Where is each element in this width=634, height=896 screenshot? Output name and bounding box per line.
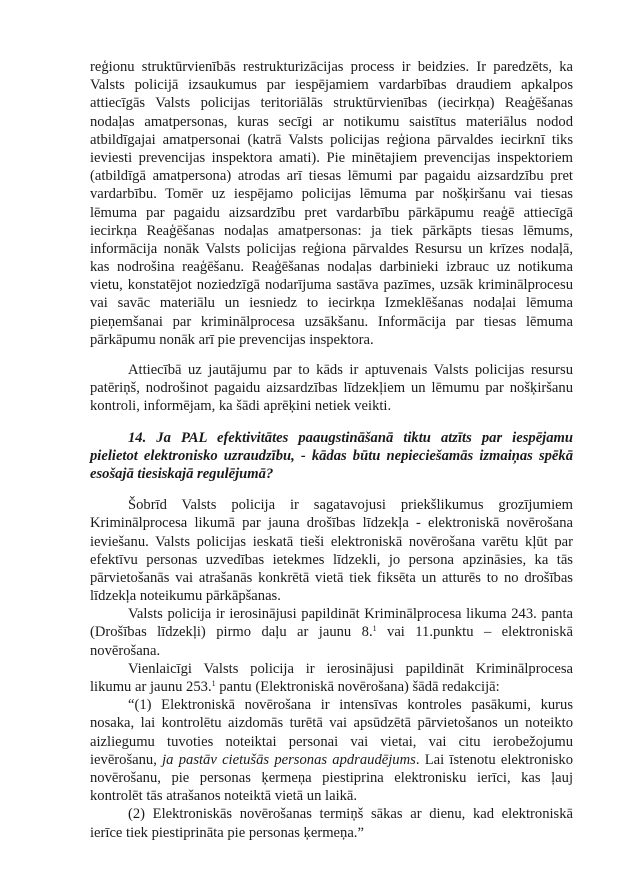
text-line: vardarbību. Tomēr uz iespējamo policijas lēmuma par nošķiršanu vai tiesas bbox=[90, 186, 573, 203]
document-body bbox=[90, 58, 573, 842]
paragraph-article-253 bbox=[90, 660, 573, 696]
text-fragment: (Drošības līdzekļi) pirmo daļu ar jaunu 8. bbox=[90, 624, 373, 641]
heading-line: esošajā tiesiskajā regulējumā? bbox=[90, 465, 274, 482]
paragraph-article-243 bbox=[90, 605, 573, 660]
text-line: ieviesti prevencijas inspektora amati). Pie minētajiem prevencijas inspektoriem bbox=[90, 149, 573, 166]
text-line: Valsts policija ir ierosinājusi papildināt Kriminālprocesa likuma 243. panta bbox=[128, 606, 573, 623]
text-line: nodaļas amatpersonas, kuras secīgi ar notikumu saistītus materiālus nodod bbox=[90, 113, 573, 130]
text-line: aizliegumu tuvoties noteiktai personai vai vietai, vai citu ierobežojumu bbox=[90, 733, 573, 750]
text-line: Kriminālprocesa likumā par jauna drošības līdzekļa - elektroniskā novērošana bbox=[90, 515, 573, 532]
text-line: attiecīgās Valsts policijas teritoriālās struktūrvienības (iecirkņa) Reaģēšanas bbox=[90, 95, 573, 112]
paragraph-electronic-monitoring-proposal bbox=[90, 496, 573, 605]
text-line: reģionu struktūrvienībās restrukturizācijas process ir beidzies. Ir paredzēts, ka bbox=[90, 59, 573, 75]
text-line bbox=[90, 678, 573, 696]
paragraph-spacer bbox=[90, 416, 573, 429]
text-line: ierīce tiek piestiprināta pie personas ķermeņa.” bbox=[90, 824, 364, 841]
text-line: Attiecībā uz jautājumu par to kāds ir aptuvenais Valsts policijas resursu bbox=[128, 362, 573, 378]
text-line: nosaka, lai kontrolētu aizdomās turētā vai apsūdzētā pārvietošanos un noteikto bbox=[90, 715, 573, 732]
paragraph-resource-consumption bbox=[90, 361, 573, 416]
text-line: kas nodrošina reaģēšanu. Reaģēšanas nodaļas darbinieki izbrauc uz notikuma bbox=[90, 259, 573, 276]
italic-emphasis: ja pastāv cietušās personas apdraudējums bbox=[162, 751, 416, 768]
text-line: (atbildīgā amatpersona) atrodas arī tiesas lēmumi par pagaidu aizsardzību pret bbox=[90, 168, 573, 185]
text-line: iecirkņa Reaģēšanas nodaļas amatpersonas: ja tiek pārkāpts tiesas lēmums, bbox=[90, 222, 573, 239]
heading-line: pielietot elektronisko uzraudzību, - kādas būtu nepieciešamās izmaiņas spēkā bbox=[90, 447, 573, 464]
quoted-clause-2 bbox=[90, 805, 573, 841]
text-line: līdzekļa noteikumu pārkāpšanas. bbox=[90, 588, 281, 605]
text-line: Šobrīd Valsts policija ir sagatavojusi priekšlikumus grozījumiem bbox=[128, 497, 573, 514]
text-line: informācija nonāk Valsts policijas reģiona pārvaldes Resursu un krīzes nodaļā, bbox=[90, 240, 573, 257]
paragraph-spacer bbox=[90, 349, 573, 361]
heading-line: 14. Ja PAL efektivitātes paaugstināšanā tiktu atzīts par iespējamu bbox=[128, 429, 573, 446]
text-line: vietu, konstatējot noziedzīgā nodarījuma sastāva pazīmes, uzsāk kriminālprocesu bbox=[90, 277, 573, 294]
text-line: novērošanu, pie personas ķermeņa piestiprina elektronisku ierīci, kas ļauj bbox=[90, 769, 573, 786]
text-line: lēmuma par pagaidu aizsardzību pret vardarbību pārkāpumu reaģē attiecīgā bbox=[90, 204, 573, 221]
text-line: pārvietošanās vai atrašanās konkrētā vietā tiek fiksēta un atturēs to no drošības bbox=[90, 569, 573, 586]
text-line: patēriņš, nodrošinot pagaidu aizsardzības līdzekļiem un lēmumu par nošķiršanu bbox=[90, 380, 573, 397]
text-line: kontrolēt tās atrašanos noteiktā vietā un laikā. bbox=[90, 788, 358, 805]
text-fragment: pantu (Elektroniskā novērošana) šādā redakcijā: bbox=[215, 679, 500, 695]
text-line: Vienlaicīgi Valsts policija ir ierosinājusi papildināt Kriminālprocesa bbox=[128, 660, 573, 677]
paragraph-spacer bbox=[90, 483, 573, 496]
text-fragment: vai 11.punktu – elektroniskā bbox=[376, 624, 573, 641]
text-line bbox=[90, 751, 573, 769]
text-line: pieņemšanai par kriminālprocesa uzsākšanu. Informācija par tiesas lēmuma bbox=[90, 313, 573, 330]
text-line: (2) Elektroniskās novērošanas termiņš sākas ar dienu, kad elektroniskā bbox=[128, 806, 573, 823]
quoted-clause-1 bbox=[90, 696, 573, 805]
text-fragment: ievērošanu, bbox=[90, 751, 163, 768]
text-line: Valsts policijā izsaukumus par iespējamiem vardarbības draudiem apkalpos bbox=[90, 77, 573, 94]
text-line: atbildīgajai amatpersonai (katrā Valsts policijas reģiona pārvaldes iecirknī tiks bbox=[90, 131, 573, 148]
superscript: 1 bbox=[372, 624, 377, 634]
text-line: pārkāpumu nonāk arī pie prevencijas inspektora. bbox=[90, 331, 374, 348]
text-line: novērošana. bbox=[90, 642, 161, 659]
text-line: efektīvu personas uzvedības ietekmes līdzekli, jo persona apzināsies, ka tās bbox=[90, 551, 573, 568]
text-line: ieviešanu. Valsts policijas ieskatā tieši elektroniskā novērošana varētu kļūt par bbox=[90, 533, 573, 550]
text-line: kontroli, informējam, ka šādi aprēķini netiek veikti. bbox=[90, 398, 392, 415]
text-line: vai savāc materiālu un iesniedz to iecirkņa Izmeklēšanas nodaļai lēmuma bbox=[90, 295, 573, 312]
text-fragment: likumu ar jaunu 253. bbox=[90, 679, 212, 695]
superscript: 1 bbox=[211, 679, 216, 688]
text-line bbox=[90, 623, 573, 641]
question-14-heading bbox=[90, 429, 573, 484]
text-line: “(1) Elektroniskā novērošana ir intensīvas kontroles pasākumi, kurus bbox=[128, 697, 573, 714]
paragraph-restructuring bbox=[90, 58, 573, 349]
text-fragment: . Lai īstenotu elektronisko bbox=[415, 751, 574, 768]
